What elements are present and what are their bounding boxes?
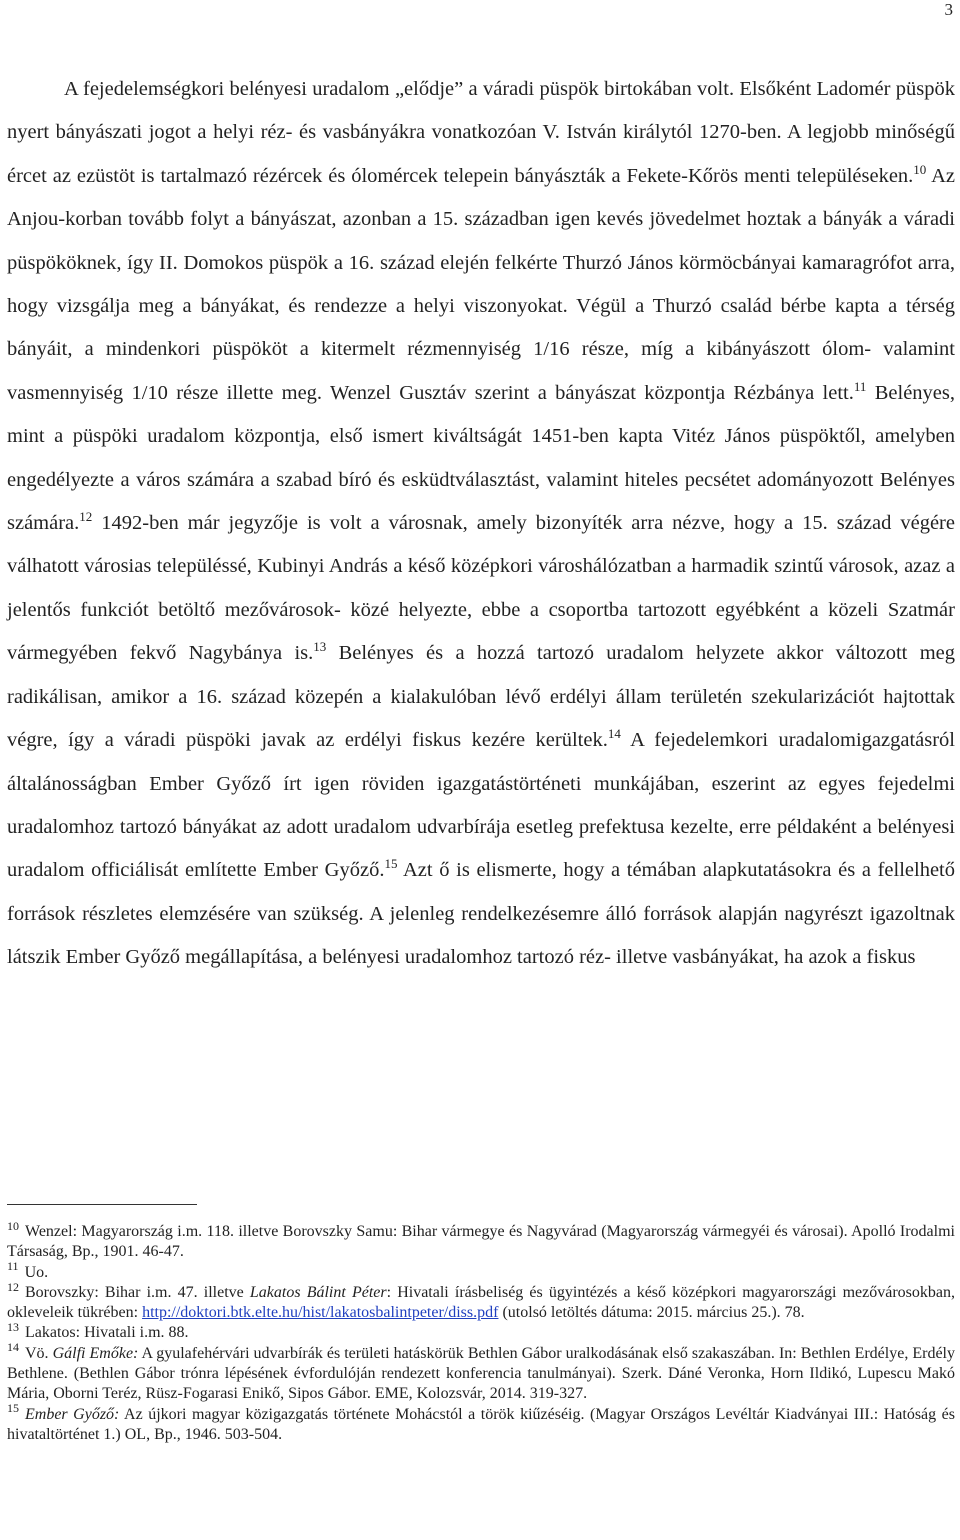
footnote-14 (7, 1340, 955, 1405)
body-paragraph (7, 68, 955, 980)
footnote-13 (7, 1320, 955, 1343)
body-text-segment: Azt ő is elismerte, hogy a témában alapkutatásokra és a fellelhető források részletes elemzésére van szükség. A jelenleg rendelkezésemre álló források alapján nagyrészt igazoltnak látszik Ember Győző megállapítása, a belényesi uradalomhoz tartozó réz- illetve vasbányákat, ha azok a fiskus (7, 859, 956, 969)
footnote-ref-12[interactable]: 12 (79, 509, 93, 525)
body-text-segment: Belényes és a hozzá tartozó uradalom helyzete akkor változott meg radikálisan, amikor a 16. század közepén a kialakulóban lévő erdélyi állam területén szekularizációt hajtottak végre, így a váradi püspöki javak az erdélyi fiskus kezére kerültek. (7, 642, 956, 752)
footnote-ref-15[interactable]: 15 (384, 856, 398, 872)
footnote-text: Lakatos: Hivatali i.m. 88. (25, 1324, 189, 1342)
footnote-12 (7, 1279, 955, 1324)
footnotes (7, 1218, 955, 1445)
footnote-link[interactable]: http://doktori.btk.elte.hu/hist/lakatosbalintpeter/diss.pdf (142, 1304, 499, 1322)
footnote-text: (utolsó letöltés dátuma: 2015. március 25.). 78. (498, 1304, 805, 1322)
footnote-number: 14 (7, 1340, 19, 1355)
footnote-10 (7, 1218, 955, 1263)
footnote-author: Ember Győző: (25, 1405, 120, 1423)
body-text-segment: 1492-ben már jegyzője is volt a városnak, amely bizonyíték arra nézve, hogy a 15. század végére válhatott városias településsé, Kubinyi András a késő középkori városhálózatban a harmadik szintű városok, azaz a jelentős funkciót betöltő mezővárosok- közé helyezte, ebbe a csoportba tartozott egyébként a közeli Szatmár vármegyében fekvő Nagybánya is. (7, 512, 955, 665)
footnote-11 (7, 1259, 955, 1283)
footnote-text: Uo. (24, 1263, 49, 1281)
footnote-text: A gyulafehérvári udvarbírák és területi hatáskörük Bethlen Gábor uralkodásának első szakaszában. In: Bethlen Erdélye, Erdély Bethlene. (Bethlen Gábor trónra lépésének évfordulóján rendezett konferencia tanulmányai). Szerk. Dáné Veronka, Horn Ildikó, Lupescu Makó Mária, Oborni Teréz, Rüsz-Fogarasi Enikő, Sipos Gábor. EME, Kolozsvár, 2014. 319-327. (7, 1344, 955, 1403)
footnote-text: : Hivatali írásbeliség és ügyintézés a késő középkori magyarországi mezővárosokban, okleveleik tükrében: (7, 1283, 955, 1322)
footnote-text: Wenzel: Magyarország i.m. 118. illetve Borovszky Samu: Bihar vármegye és Nagyvárad (Magyarország vármegyéi és városai). Apolló Irodalmi Társaság, Bp., 1901. 46-47. (7, 1223, 955, 1261)
footnote-author: Gálfi Emőke: (52, 1344, 139, 1362)
body-text-segment: A fejedelemségkori belényesi uradalom „elődje” a váradi püspök birtokában volt. Elsőként Ladomér püspök nyert bányászati jogot a helyi réz- és vasbányákra vonatkozóan V. István királytól 1270-ben. A legjobb minőségű ércet az ezüstöt is tartalmazó rézércek és ólomércek telepein bányászták a Fekete-Kőrös menti településeken. (7, 78, 955, 187)
footnote-author: Lakatos Bálint Péter (249, 1283, 387, 1301)
footnote-ref-14[interactable]: 14 (607, 726, 621, 742)
page-number: 3 (944, 0, 953, 19)
footnote-number: 12 (7, 1279, 19, 1294)
footnote-15 (7, 1401, 955, 1446)
footnote-text: Az újkori magyar közigazgatás története Mohácstól a török kiűzéséig. (Magyar Országos Levéltár Kiadványai III.: Hatóság és hivataltörténet 1.) OL, Bp., 1946. 503-504. (7, 1405, 955, 1443)
footnote-ref-11[interactable]: 11 (853, 379, 867, 395)
footnote-separator (7, 1204, 197, 1205)
footnote-text: Borovszky: Bihar i.m. 47. illetve (25, 1283, 250, 1301)
footnote-number: 15 (7, 1401, 19, 1416)
body-text-segment: Az Anjou-korban tovább folyt a bányászat, azonban a 15. században igen kevés jövedelmet hoztak a bányák a váradi püspököknek, így II. Domokos püspök a 16. század elején felkérte Thurzó János körmöcbányai kamaragrófot arra, hogy vizsgálja meg a bányákat, és rendezze a helyi viszonyokat. Végül a Thurzó család bérbe kapta a térség bányáit, a mindenkori püspököt a kitermelt rézmennyiség 1/16 része, míg a kibányászott ólom- valamint vasmennyiség 1/10 része illette meg. Wenzel Gusztáv szerint a bányászat központja Rézbánya lett. (7, 164, 955, 404)
footnote-text: Vö. (25, 1344, 53, 1362)
body-text-segment: Belényes, mint a püspöki uradalom központja, első ismert kiváltságát 1451-ben kapta Vitéz János püspöktől, amelyben engedélyezte a város számára a szabad bíró és esküdtválasztást, valamint hiteles pecsétet adományozott Belényes számára. (7, 381, 955, 535)
footnote-number: 10 (7, 1218, 19, 1233)
body-text-segment: A fejedelemkori uradalomigazgatásról általánosságban Ember Győző írt igen röviden igazgatástörténeti munkájában, eszerint az egyes fejedelmi uradalomhoz tartozó bányákat az adott uradalom udvarbírája esetleg prefektusa kezelte, erre példaként a belényesi uradalom officiálisát említette Ember Győző. (7, 729, 955, 882)
footnote-ref-10[interactable]: 10 (913, 161, 927, 177)
footnote-number: 13 (7, 1320, 19, 1335)
footnote-number: 11 (7, 1259, 19, 1274)
footnote-ref-13[interactable]: 13 (313, 639, 327, 655)
